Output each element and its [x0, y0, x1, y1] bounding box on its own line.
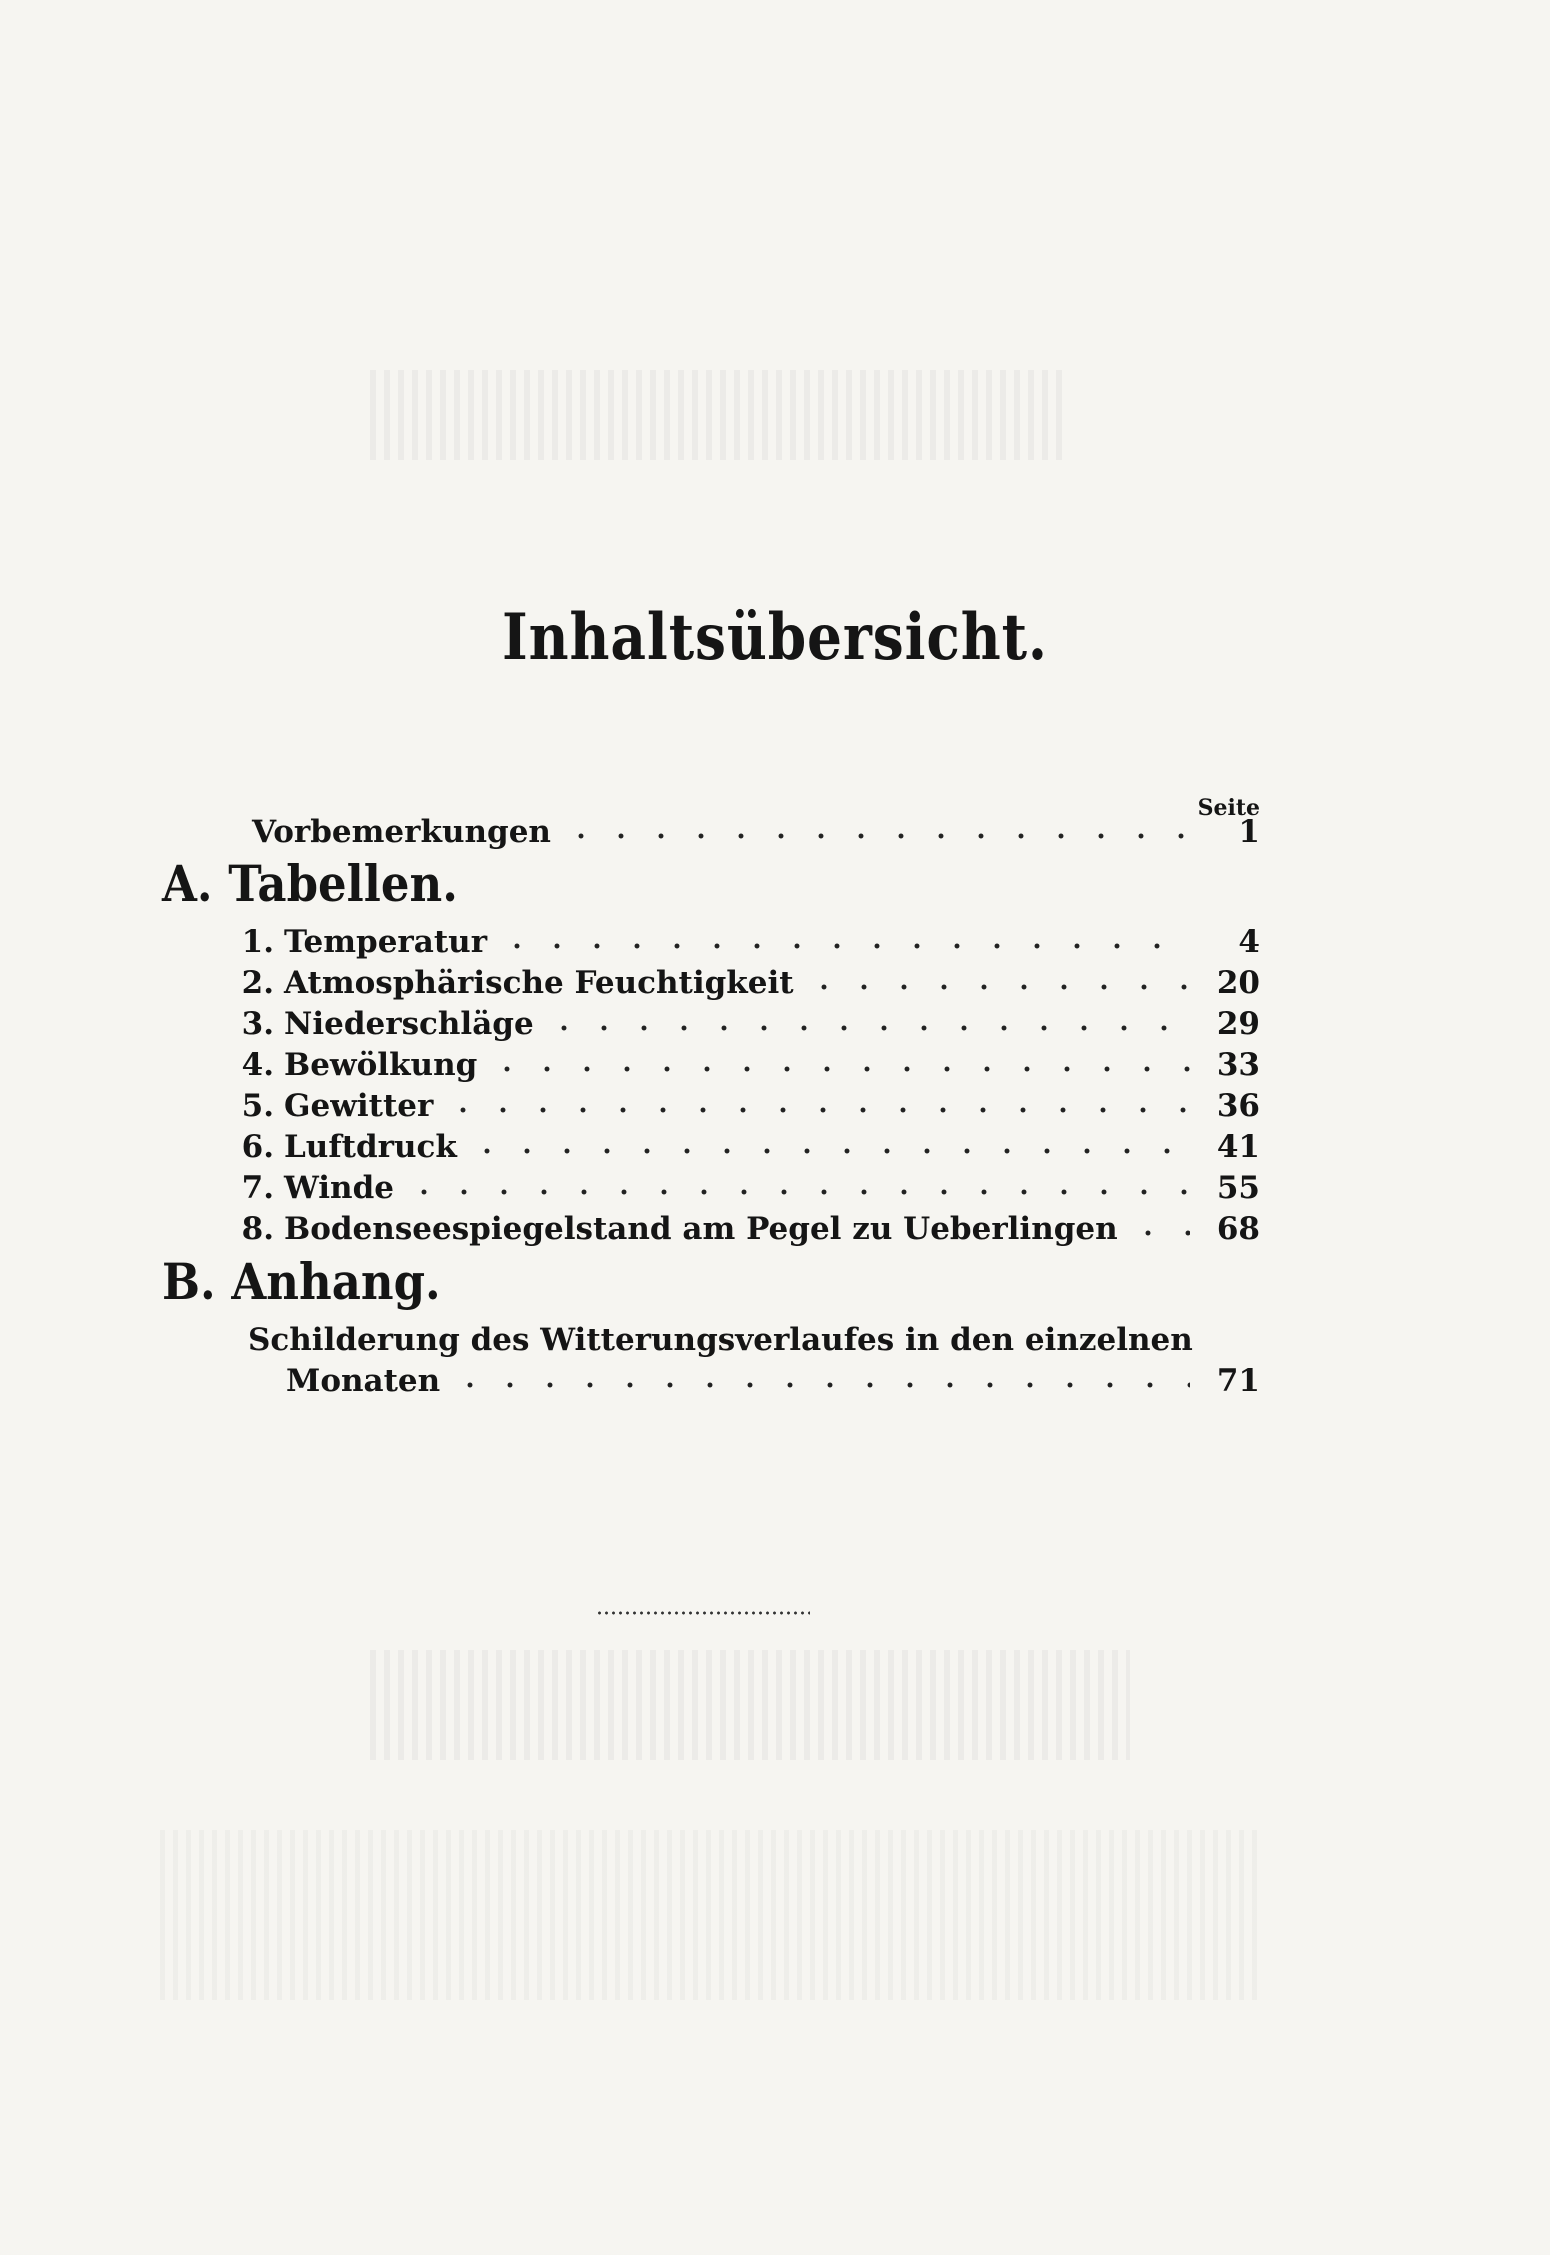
- toc-entry-schilderung-line2: [286, 1361, 1260, 1401]
- toc-entry-vorbemerkungen: [252, 812, 1260, 852]
- toc-entry-number: 6.: [241, 1129, 274, 1165]
- dot-leader: [497, 922, 1190, 952]
- toc-entry-label: Winde: [284, 1170, 394, 1206]
- dot-leader: [450, 1361, 1190, 1391]
- toc-entry: [228, 1168, 1260, 1208]
- toc-entry-number: 2.: [241, 965, 274, 1001]
- dot-leader: [1128, 1209, 1190, 1239]
- toc-entry: [228, 1127, 1260, 1167]
- toc-entry-label: Bewölkung: [284, 1047, 478, 1083]
- section-heading-b: B. Anhang.: [162, 1252, 441, 1311]
- toc-entry-number: 4.: [241, 1047, 274, 1083]
- bleed-through-top: [370, 370, 1070, 460]
- toc-entry-label: Bodenseespiegelstand am Pegel zu Ueberlingen: [284, 1211, 1118, 1247]
- page-title: Inhaltsübersicht.: [502, 600, 1048, 675]
- toc-entry-label: Temperatur: [284, 924, 488, 960]
- toc-entry: [228, 1086, 1260, 1126]
- bleed-through-bottom: [370, 1650, 1130, 1760]
- toc-entry-page: 71: [1216, 1363, 1260, 1399]
- toc-entry-page: 20: [1216, 965, 1260, 1001]
- toc-entry-number: 5.: [241, 1088, 274, 1124]
- toc-entry-number: 8.: [241, 1211, 274, 1247]
- bleed-through-lower: [160, 1830, 1260, 2000]
- dot-leader: [443, 1086, 1190, 1116]
- toc-entry-page: 41: [1216, 1129, 1260, 1165]
- toc-entry-page: 68: [1216, 1211, 1260, 1247]
- toc-entry-label: Atmosphärische Feuchtigkeit: [284, 965, 794, 1001]
- section-heading-a: A. Tabellen.: [162, 854, 458, 913]
- toc-entry: [228, 1045, 1260, 1085]
- toc-entry: [228, 1004, 1260, 1044]
- toc-entry-page: 4: [1238, 924, 1260, 960]
- dot-leader: [544, 1004, 1190, 1034]
- dot-leader: [561, 812, 1190, 842]
- toc-entry-label: Monaten: [286, 1363, 441, 1399]
- dot-leader: [404, 1168, 1190, 1198]
- dot-leader: [804, 963, 1190, 993]
- page-column-header: Seite: [1197, 795, 1260, 821]
- toc-entry-page: 29: [1216, 1006, 1260, 1042]
- toc-entry: [228, 1209, 1260, 1249]
- toc-entry-page: 36: [1216, 1088, 1260, 1124]
- toc-entry-schilderung-line1: Schilderung des Witterungsverlaufes in den einzelnen: [248, 1322, 1193, 1358]
- dot-leader: [467, 1127, 1190, 1157]
- toc-entry-page: 33: [1216, 1047, 1260, 1083]
- toc-entry-page: 1: [1238, 814, 1260, 850]
- toc-entry-number: 3.: [241, 1006, 274, 1042]
- toc-entry: [228, 922, 1260, 962]
- toc-entry-label: Vorbemerkungen: [252, 814, 551, 850]
- toc-entry-number: 7.: [241, 1170, 274, 1206]
- toc-entry-page: 55: [1216, 1170, 1260, 1206]
- toc-entry: [228, 963, 1260, 1003]
- toc-entry-label: Gewitter: [284, 1088, 434, 1124]
- toc-entry-label: Luftdruck: [284, 1129, 457, 1165]
- toc-entry-label: Niederschläge: [284, 1006, 534, 1042]
- dot-leader: [487, 1045, 1190, 1075]
- ornamental-rule: [596, 1610, 810, 1616]
- toc-entry-number: 1.: [241, 924, 274, 960]
